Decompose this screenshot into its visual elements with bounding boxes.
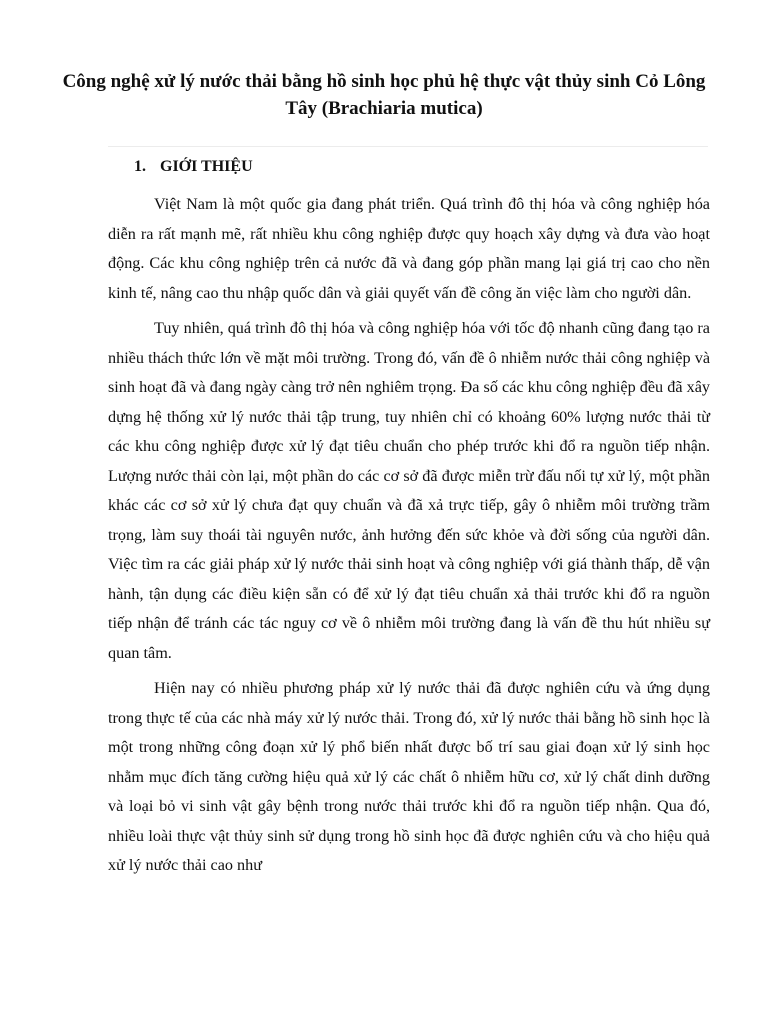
paragraph-2: Tuy nhiên, quá trình đô thị hóa và công nghiệp hóa với tốc độ nhanh cũng đang tạo ra nhiều thách thức lớn về mặt môi trường. Trong đó, vấn đề ô nhiễm nước thải công nghiệp và sinh hoạt đã và đang ngày càng trở nên nghiêm trọng. Đa số các khu công nghiệp đều đã xây dựng hệ thống xử lý nước thải tập trung, tuy nhiên chỉ có khoảng 60% lượng nước thải từ các khu công nghiệp được xử lý đạt tiêu chuẩn cho phép trước khi đổ ra nguồn tiếp nhận. Lượng nước thải còn lại, một phần do các cơ sở đã được miễn trừ đấu nối tự xử lý, một phần khác các cơ sở xử lý chưa đạt quy chuẩn và đã xả trực tiếp, gây ô nhiễm môi trường trầm trọng, làm suy thoái tài nguyên nước, ảnh hưởng đến sức khỏe và đời sống của người dân. Việc tìm ra các giải pháp xử lý nước thải sinh hoạt và công nghiệp với giá thành thấp, dễ vận hành, tận dụng các điều kiện sẵn có để xử lý đạt tiêu chuẩn xả thải trước khi đổ ra nguồn tiếp nhận để tránh các tác nguy cơ về ô nhiễm môi trường đang là vấn đề thu hút nhiều sự quan tâm. xyxy=(108,319,710,662)
paragraph-3: Hiện nay có nhiều phương pháp xử lý nước thải đã được nghiên cứu và ứng dụng trong thực tế của các nhà máy xử lý nước thải. Trong đó, xử lý nước thải bằng hồ sinh học là một trong những công đoạn xử lý phổ biến nhất được bố trí sau giai đoạn xử lý sinh học nhằm mục đích tăng cường hiệu quả xử lý các chất ô nhiễm hữu cơ, xử lý chất dinh dưỡng và loại bỏ vi sinh vật gây bệnh trong nước thải trước khi đổ ra nguồn tiếp nhận. Qua đó, nhiều loài thực vật thủy sinh sử dụng trong hồ sinh học đã được nghiên cứu và cho hiệu quả xử lý nước thải cao như xyxy=(108,679,710,874)
section-heading xyxy=(134,155,253,179)
paragraph-1: Việt Nam là một quốc gia đang phát triển. Quá trình đô thị hóa và công nghiệp hóa diễn ra rất mạnh mẽ, rất nhiều khu công nghiệp được quy hoạch xây dựng và đưa vào hoạt động. Các khu công nghiệp trên cả nước đã và đang góp phần mang lại giá trị cao cho nền kinh tế, nâng cao thu nhập quốc dân và giải quyết vấn đề công ăn việc làm cho người dân. xyxy=(108,195,710,302)
document-title: Công nghệ xử lý nước thải bằng hồ sinh học phủ hệ thực vật thủy sinh Cỏ Lông Tây (Brachiaria mutica) xyxy=(62,71,706,119)
section-heading-text: GIỚI THIỆU xyxy=(160,158,253,175)
body-text xyxy=(108,190,710,887)
title-divider xyxy=(108,146,708,147)
section-number: 1. xyxy=(134,158,146,175)
